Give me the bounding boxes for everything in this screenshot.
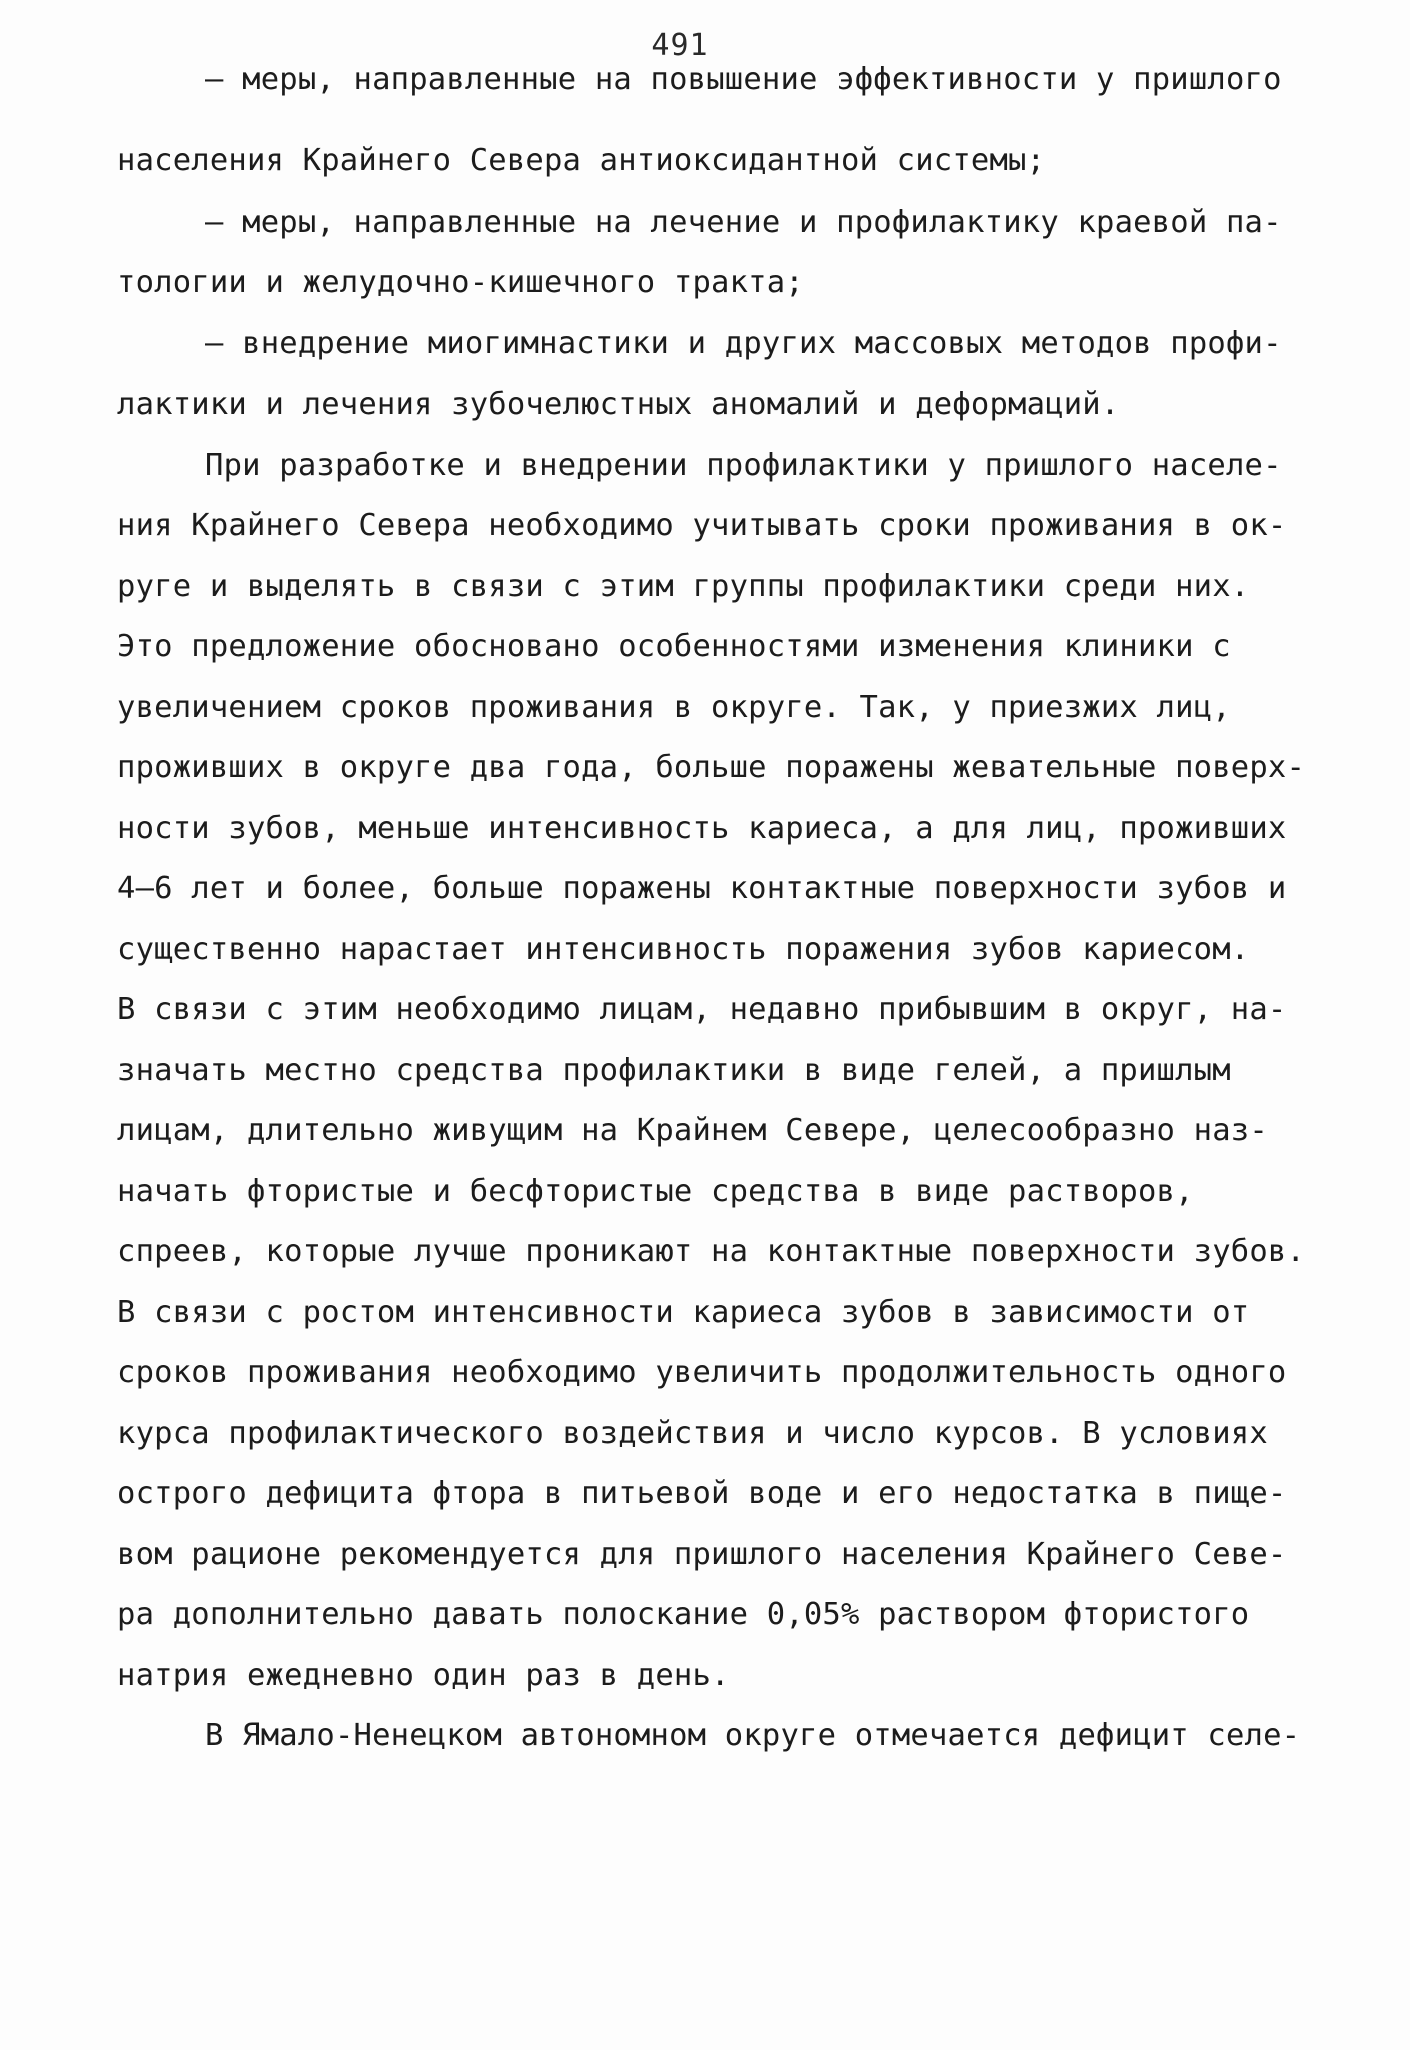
text-line: проживших в округе два года, больше поражены жевательные поверх- (117, 750, 1306, 785)
text-line: 4–6 лет и более, больше поражены контактные поверхности зубов и (117, 871, 1287, 906)
text-line: – внедрение миогимнастики и других массовых методов профи- (205, 326, 1282, 361)
text-line: – меры, направленные на повышение эффективности у пришлого (205, 62, 1282, 97)
text-line: Это предложение обосновано особенностями изменения клиники с (117, 629, 1231, 664)
text-line: – меры, направленные на лечение и профилактику краевой па- (205, 205, 1282, 240)
text-line: сроков проживания необходимо увеличить продолжительность одного (117, 1355, 1287, 1390)
text-line: При разработке и внедрении профилактики у пришлого населе- (205, 448, 1282, 483)
text-line: существенно нарастает интенсивность поражения зубов кариесом. (117, 932, 1250, 967)
text-line: населения Крайнего Севера антиоксидантной системы; (117, 143, 1046, 178)
text-line: тологии и желудочно-кишечного тракта; (117, 265, 804, 300)
text-line: острого дефицита фтора в питьевой воде и его недостатка в пище- (117, 1476, 1287, 1511)
text-line: ности зубов, меньше интенсивность кариеса, а для лиц, проживших (117, 811, 1287, 846)
text-line: значать местно средства профилактики в виде гелей, а пришлым (117, 1053, 1231, 1088)
text-line: руге и выделять в связи с этим группы профилактики среди них. (117, 569, 1250, 604)
text-line: В связи с этим необходимо лицам, недавно прибывшим в округ, на- (117, 992, 1287, 1027)
text-line: лицам, длительно живущим на Крайнем Севере, целесообразно наз- (117, 1113, 1268, 1148)
text-line: начать фтористые и бесфтористые средства в виде растворов, (117, 1174, 1194, 1209)
text-line: натрия ежедневно один раз в день. (117, 1658, 730, 1693)
text-line: лактики и лечения зубочелюстных аномалий и деформаций. (117, 387, 1120, 422)
text-line: курса профилактического воздействия и число курсов. В условиях (117, 1416, 1268, 1451)
text-line: спреев, которые лучше проникают на контактные поверхности зубов. (117, 1234, 1306, 1269)
text-line: В связи с ростом интенсивности кариеса зубов в зависимости от (117, 1295, 1250, 1330)
page-number: 491 (651, 28, 709, 63)
text-line: ния Крайнего Севера необходимо учитывать сроки проживания в ок- (117, 508, 1287, 543)
text-line: вом рационе рекомендуется для пришлого населения Крайнего Севе- (117, 1537, 1287, 1572)
text-line: увеличением сроков проживания в округе. Так, у приезжих лиц, (117, 690, 1231, 725)
text-line: В Ямало-Ненецком автономном округе отмечается дефицит селе- (205, 1718, 1301, 1753)
text-line: ра дополнительно давать полоскание 0,05% раствором фтористого (117, 1597, 1250, 1632)
